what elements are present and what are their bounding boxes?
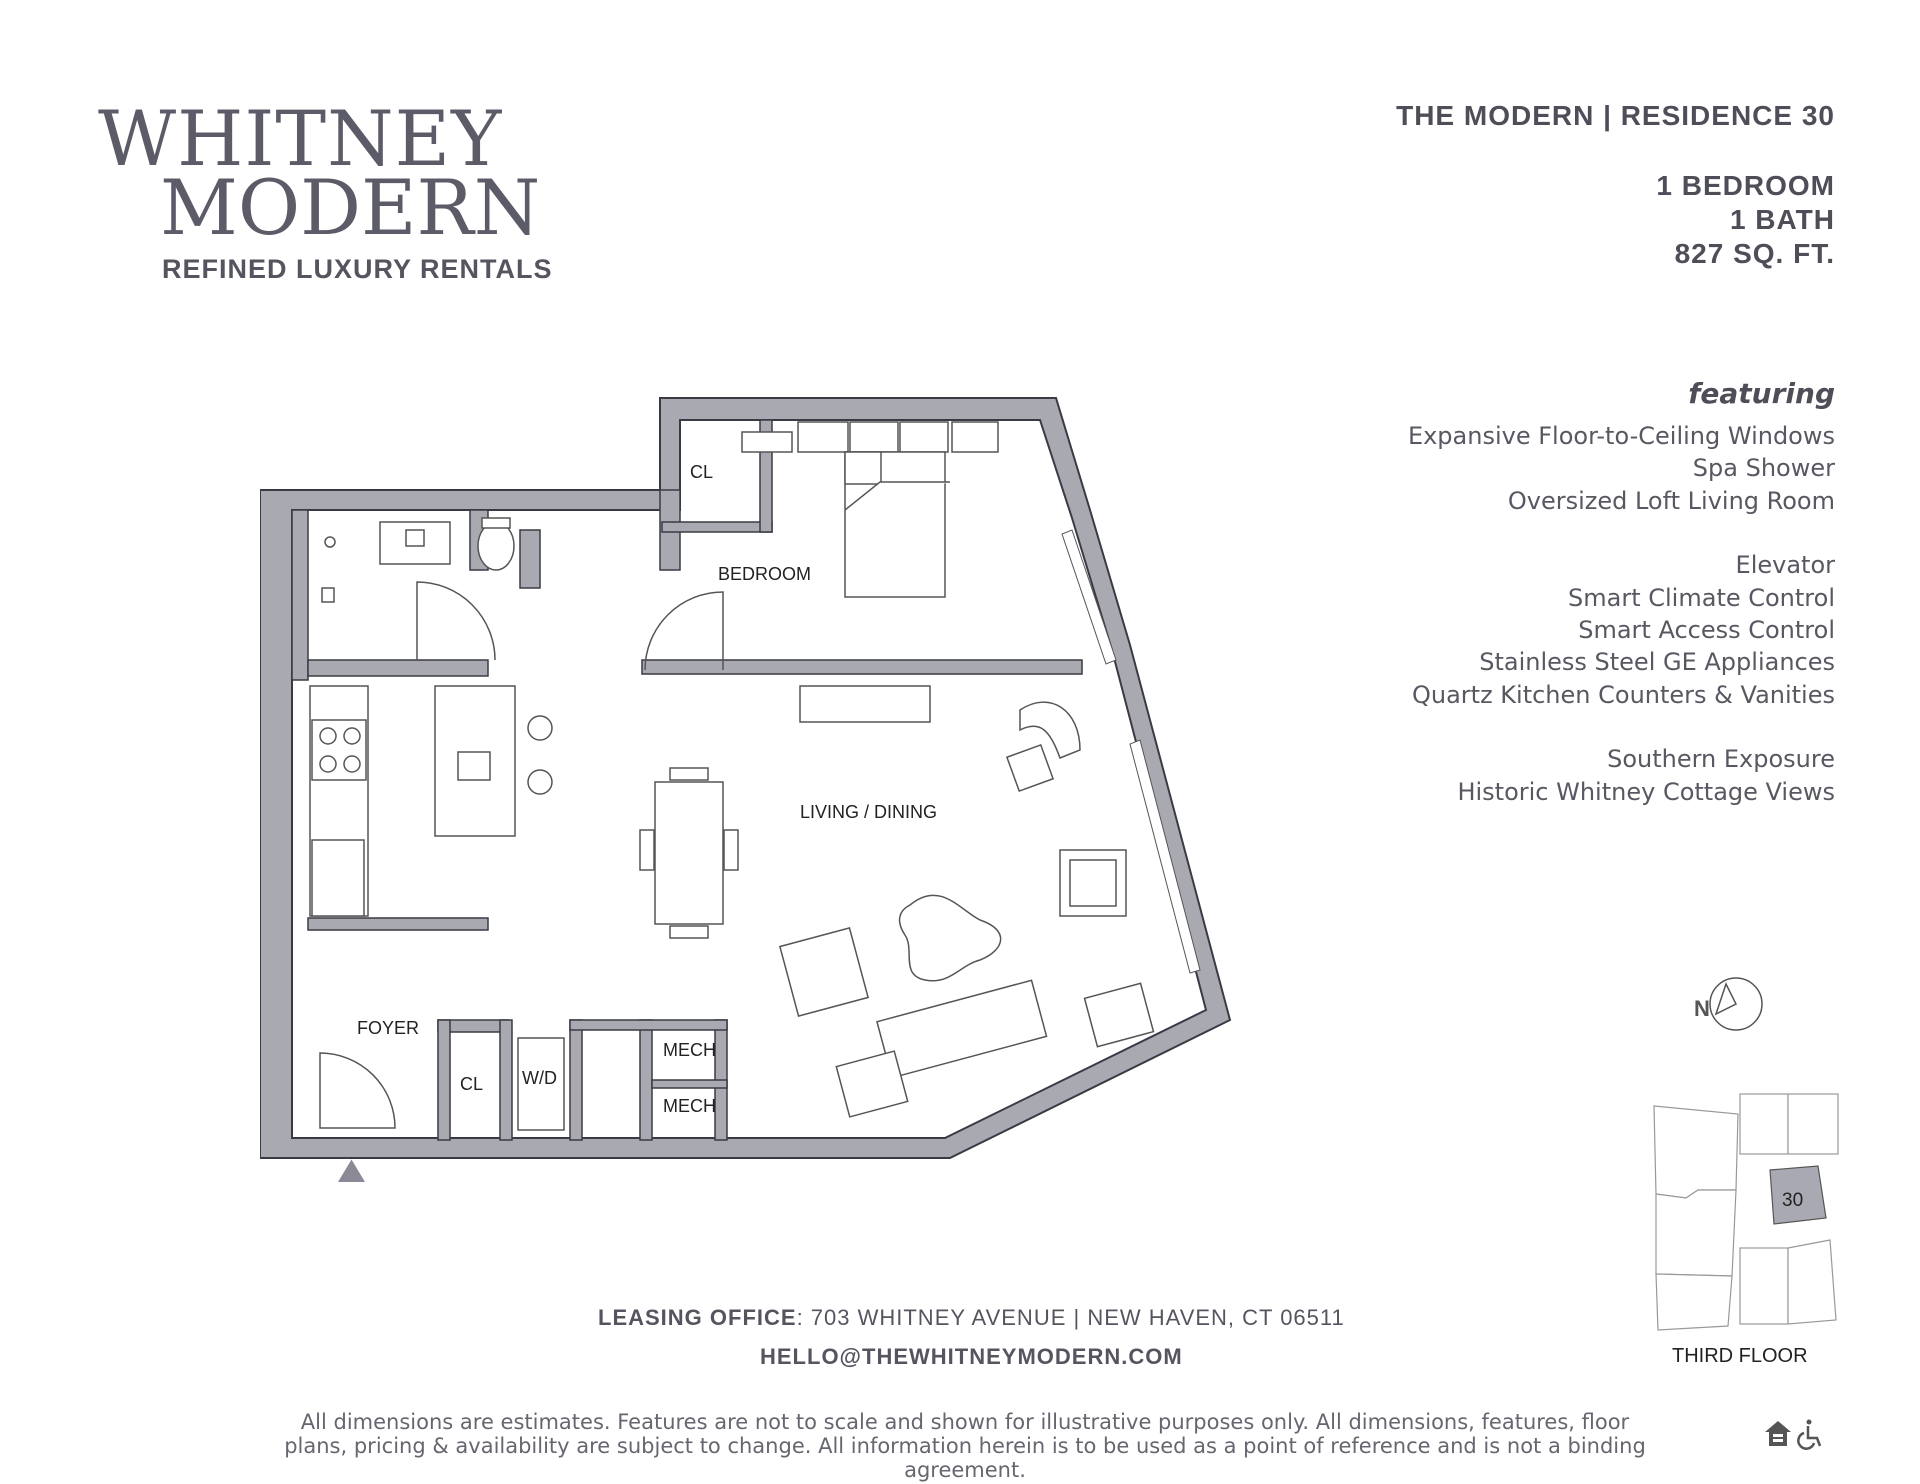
feature-item: Southern Exposure (1607, 745, 1835, 774)
room-label-foyer: FOYER (357, 1018, 420, 1038)
square-footage: 827 SQ. FT. (1674, 238, 1835, 269)
bath-fixtures (322, 518, 514, 602)
bedroom-count: 1 BEDROOM (1656, 170, 1835, 201)
feature-item: Expansive Floor-to-Ceiling Windows (1407, 422, 1835, 450)
room-label-mech-1: MECH (663, 1040, 716, 1060)
feature-item: Smart Climate Control (1568, 583, 1835, 612)
contact-email[interactable]: HELLO@THEWHITNEYMODERN.COM (760, 1344, 1183, 1369)
room-label-living: LIVING / DINING (800, 802, 938, 822)
living-furniture (780, 702, 1154, 1117)
bath-count: 1 BATH (1729, 204, 1835, 235)
accessibility-icon (1798, 1420, 1820, 1449)
room-label-closet-bedroom: CL (690, 462, 714, 482)
disclaimer: All dimensions are estimates. Features are not to scale and shown for illustrative purposes only. All dimensions, features, floor plans, pricing & availability are subject to change. All information herein is to be used as a point of reference and is not a binding agreement. (284, 1410, 1646, 1482)
leasing-office-label: LEASING OFFICE (598, 1305, 797, 1330)
feature-item: Stainless Steel GE Appliances (1479, 648, 1835, 677)
kitchen (310, 686, 552, 916)
compass (1686, 974, 1768, 1044)
logo-tagline: REFINED LUXURY RENTALS (162, 254, 553, 284)
feature-item: Oversized Loft Living Room (1507, 486, 1835, 515)
feature-item: Historic Whitney Cottage Views (1457, 777, 1835, 806)
feature-item: Elevator (1735, 551, 1835, 580)
floor-label: THIRD FLOOR (1672, 1345, 1808, 1367)
residence-title: THE MODERN | RESIDENCE 30 (1396, 100, 1835, 131)
compass-needle-icon (1716, 984, 1736, 1014)
room-label-wd: W/D (522, 1068, 557, 1088)
room-label-closet-foyer: CL (460, 1074, 484, 1094)
exterior-walls (260, 398, 1230, 1158)
floor-plan (260, 390, 1260, 1210)
key-plan (1640, 1090, 1860, 1340)
feature-item: Spa Shower (1692, 454, 1835, 483)
entry-arrow-icon (338, 1160, 365, 1183)
logo-word-modern: MODERN (160, 163, 541, 252)
room-label-mech-2: MECH (663, 1096, 716, 1116)
leasing-office-line (598, 1305, 1345, 1331)
keyplan-unit-number: 30 (1782, 1190, 1804, 1211)
leasing-office-address: : 703 WHITNEY AVENUE | NEW HAVEN, CT 06511 (796, 1305, 1345, 1330)
room-label-bedroom: BEDROOM (718, 564, 812, 584)
logo-word-whitney: WHITNEY (98, 94, 503, 183)
equal-housing-icon (1765, 1421, 1791, 1446)
features-list (1375, 420, 1835, 808)
features-heading: featuring (1688, 377, 1835, 410)
feature-item: Smart Access Control (1578, 616, 1835, 645)
footer-icons (1763, 1418, 1823, 1452)
compass-north-label: N (1694, 996, 1710, 1021)
feature-item: Quartz Kitchen Counters & Vanities (1411, 680, 1835, 709)
